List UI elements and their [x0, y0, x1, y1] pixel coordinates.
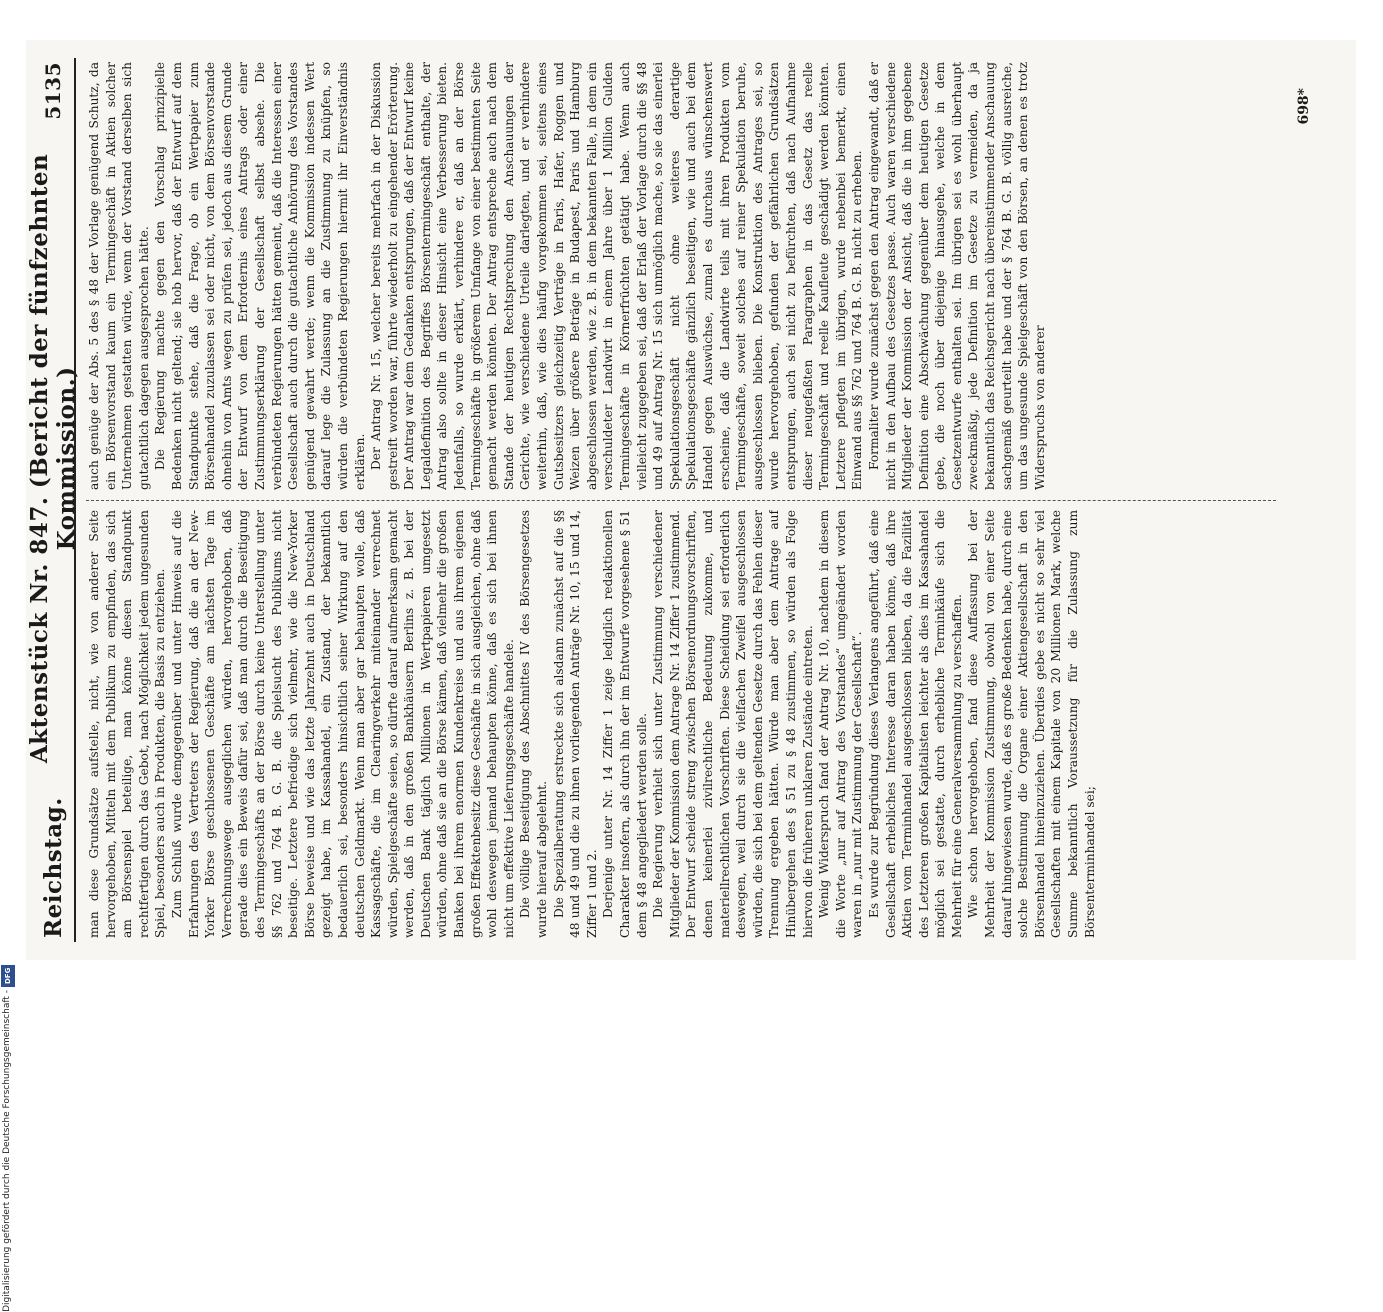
page-signature: 698* — [1296, 88, 1312, 125]
scanned-page — [26, 40, 1356, 960]
column-divider — [86, 500, 1276, 501]
paragraph: Die Regierung verhielt sich unter Zustimmung verschiedener Mitglieder der Kommission dem Antrage Nr. 14 Ziffer 1 zustimmend. Der Entwurf scheide streng zwischen Börsenordnungsvorschriften, denen keinerlei zivilrechtliche Bedeutung zukomme, und materiellrechtlichen Vorschriften. Diese Scheidung sei erforderlich deswegen, weil durch sie die vielfachen Zweifel ausgeschlossen würden, die sich bei dem geltenden Gesetze durch das Fehlen dieser Trennung ergeben hätten. Würde man aber dem Antrage auf Hinübergehen des § 51 zu § 48 zustimmen, so würden als Folge hiervon die früheren unklaren Zustände eintreten. — [651, 510, 815, 938]
paragraph: Der Antrag Nr. 15, welcher bereits mehrfach in der Diskussion gestreift worden war, führte wiederholt zu eingehender Erörterung. Der Antrag war dem Gedanken entsprungen, daß der Entwurf keine Legaldefinition des Begriffes Börsentermingeschäft enthalte, der Antrag also sollte in dieser Hinsicht eine Verbesserung bieten. Jedenfalls, so wurde erklärt, verhindere er, daß an der Börse Termingeschäfte in größerem Umfange von einer bestimmten Seite gemacht werden könnten. Der Antrag entspreche auch nach dem Stande der heutigen Rechtsprechung den Anschauungen der Gerichte, wie verschiedene Urteile darlegten, und er verhindere weiterhin, daß, wie dies häufig vorgekommen sei, seitens eines Gutsbesitzers gleichzeitig Verträge in Paris, Hafer, Roggen und Weizen über größere Beträge in Budapest, Paris und Hamburg abgeschlossen werden, wie z. B. in dem bekannten Falle, in dem ein verschuldeter Landwirt in einem Jahre über 1 Million Gulden Termingeschäfte in Körnerfrüchten getätigt habe. Wenn auch vielleicht zugegeben sei, daß der Erlaß der Vorlage durch die §§ 48 und 49 auf Antrag Nr. 15 sich unmöglich mache, so sie das einerlei Spekulationsgeschäft nicht ohne weiteres derartige Spekulationsgeschäfte gänzlich beseitigen, wie und auch bei dem Handel gegen Auswüchse, zumal es durchaus wünschenswert erscheine, daß die Landwirte teils mit ihren Produkten vom Termingeschäfte, soweit solches auf reiner Spekulation beruhe, ausgeschlossen blieben. Die Konstruktion des Antrages sei, so wurde hervorgehoben, gefunden der gefährlichen Grundsätzen entsprungen, auch sei nicht zu befürchten, daß nach Aufnahme dieser neugefaßten Paragraphen in das Gesetz das reelle Termingeschäft und reelle Kaufleute geschädigt werden könnten. Letztere pflegten im übrigen, wurde nebenbei bemerkt, einen Einwand aus §§ 762 und 764 B. G. B. nicht zu erheben. — [369, 62, 865, 490]
paragraph: Zum Schluß wurde demgegenüber und unter Hinweis auf die Erfahrungen des Vertreters der Regierung, daß die an der New-Yorker Börse geschlossenen Geschäfte am nächsten Tage im Verrechnungswege ausgeglichen würden, hervorgehoben, daß gerade dies ein Beweis dafür sei, daß man durch die Beseitigung des Termingeschäfts an der Börse durch keine Unterstellung unter §§ 762 und 764 B. G. B. die Spielsucht des Publikums nicht beseitige. Letztere befriedige sich vielmehr, wie die New-Yorker Börse beweise und wie das letzte Jahrzehnt auch in Deutschland gezeigt habe, im Kassahandel, ein Zustand, der bekanntlich bedauerlich sei, besonders hinsichtlich seiner Wirkung auf den deutschen Geldmarkt. Wenn man aber gar behaupten wolle, daß Kassagschäfte, die im Clearingverkehr miteinander verrechnet würden, Spielgeschäfte seien, so dürfte darauf aufmerksam gemacht werden, daß in den großen Bankhäusern Berlins z. B. bei der Deutschen Bank täglich Millionen in Wertpapieren umgesetzt würden, ohne daß sie an die Börse kämen, daß vielmehr die großen Banken bei ihrem enormen Kundenkreise und aus ihrem eigenen großen Effektenbesitz diese Geschäfte in sich ausgleichen, ohne daß wohl deswegen jemand behaupten könne, daß es sich bei ihnen nicht um effektive Lieferungsgeschäfte handele. — [169, 510, 516, 938]
paragraph: Die Spezialberatung erstreckte sich alsdann zunächst auf die §§ 48 und 49 und die zu ihnen vorliegenden Anträge Nr. 10, 15 und 14, Ziffer 1 und 2. — [551, 510, 599, 938]
paragraph: auch genüge der Abs. 5 des § 48 der Vorlage genügend Schutz, da ein Börsenvorstand kaum ein Termingeschäft in Aktien solcher Unternehmen gestatten würde, wenn der Vorstand derselben sich gutachtlich dagegen ausgesprochen hätte. — [87, 62, 151, 490]
paragraph: Die Regierung machte gegen den Vorschlag prinzipielle Bedenken nicht geltend; sie hob hervor, daß der Entwurf auf dem Standpunkte stehe, daß die Frage, ob ein Wertpapier zum Börsenhandel zuzulassen sei oder nicht, von dem Börsenvorstande ohnehin von Amts wegen zu prüfen sei, jedoch aus diesem Grunde der Entwurf von dem Erfordernis eines Antrags oder einer Zustimmungserklärung der Gesellschaft selbst absehe. Die verbündeten Regierungen hätten gemeint, daß die Interessen einer Gesellschaft auch durch die gutachtliche Anhörung des Vorstandes genügend gewahrt werde; wenn die Kommission indessen Wert darauf lege die Zulassung an die Zustimmung zu knüpfen, so würden die verbündeten Regierungen hiermit ihr Einverständnis erklären. — [153, 62, 367, 490]
header-left: Reichstag. — [39, 797, 67, 938]
paragraph: Es wurde zur Begründung dieses Verlangens angeführt, daß eine Gesellschaft erhebliches Interesse daran haben könne, daß ihre Aktien vom Terminhandel ausgeschlossen blieben, da die Fazilität des Letzteren großen Kapitalisten leichter als dies im Kassahandel möglich sei gestatte, durch erhebliche Terminkäufe sich die Mehrheit für eine Generalversammlung zu verschaffen. — [866, 510, 964, 938]
right-column — [86, 62, 1276, 490]
digitization-credit: Digitalisierung gefördert durch die Deutsche Forschungsgemeinschaft - — [2, 990, 12, 1312]
paragraph: Wie schon hervorgehoben, fand diese Auffassung bei der Mehrheit der Kommission Zustimmung, obwohl von einer Seite darauf hingewiesen wurde, daß es große Bedenken habe, durch eine solche Bestimmung die Organe einer Aktiengesellschaft in den Börsenhandel hineinzuziehen. Überdies gebe es nicht so sehr viel Gesellschaften mit einem Kapitale von 20 Millionen Mark, welche Summe bekanntlich Voraussetzung für die Zulassung zum Börsenterminhandel sei; — [966, 510, 1097, 938]
rotated-document-page — [26, 40, 1356, 960]
header-center: Aktenstück Nr. 847. (Bericht der fünfzehnten Kommission.) — [26, 153, 80, 764]
paragraph: man diese Grundsätze aufstelle, nicht, wie von anderer Seite hervorgehoben, Mitteln mit dem Publikum zu empfinden, das sich am Börsenspiel beteilige, man könne diesen Standpunkt rechtfertigen durch das Gebot, nach Möglichkeit jedem ungesunden Spiel, besonders auch in Produkten, die Basis zu entziehen. — [87, 510, 168, 938]
paragraph: Derjenige unter Nr. 14 Ziffer 1 zeige lediglich redaktionellen Charakter insofern, als durch ihn der im Entwurfe vorgesehene § 51 dem § 48 angegliedert werden solle. — [601, 510, 649, 938]
paragraph: Wenig Widerspruch fand der Antrag Nr. 10, nachdem in diesem die Worte „nur auf Antrag des Vorstandes“ umgeändert worden waren in „nur mit Zustimmung der Gesellschaft“. — [817, 510, 865, 938]
paragraph: Die völlige Beseitigung des Abschnittes IV des Börsengesetzes wurde hierauf abgelehnt. — [518, 510, 550, 938]
page-header — [26, 62, 80, 938]
left-column — [86, 510, 1276, 938]
paragraph: Formaliter wurde zunächst gegen den Antrag eingewandt, daß er nicht in den Aufbau des Gesetzes passe. Auch waren verschiedene Mitglieder der Kommission der Ansicht, daß die in ihm gegebene Definition eine Abschwächung gegenüber dem heutigen Gesetze gebe, die noch über diejenige hinausgehe, welche in dem Gesetzentwurfe enthalten sei. Im übrigen sei es wohl überhaupt zweckmäßig, jede Definition im Gesetze zu vermeiden, da ja bekanntlich das Reichsgericht nach übereinstimmender Anschauung sachgemäß geurteilt habe und der § 764 B. G. B. völlig ausreiche, um das ungesunde Spielgeschäft von den Börsen, an denen es trotz Widerspruchs von anderer — [866, 62, 1047, 490]
page-number: 5135 — [41, 62, 65, 120]
header-rule — [74, 58, 76, 942]
dfg-logo: DFG — [1, 965, 15, 987]
